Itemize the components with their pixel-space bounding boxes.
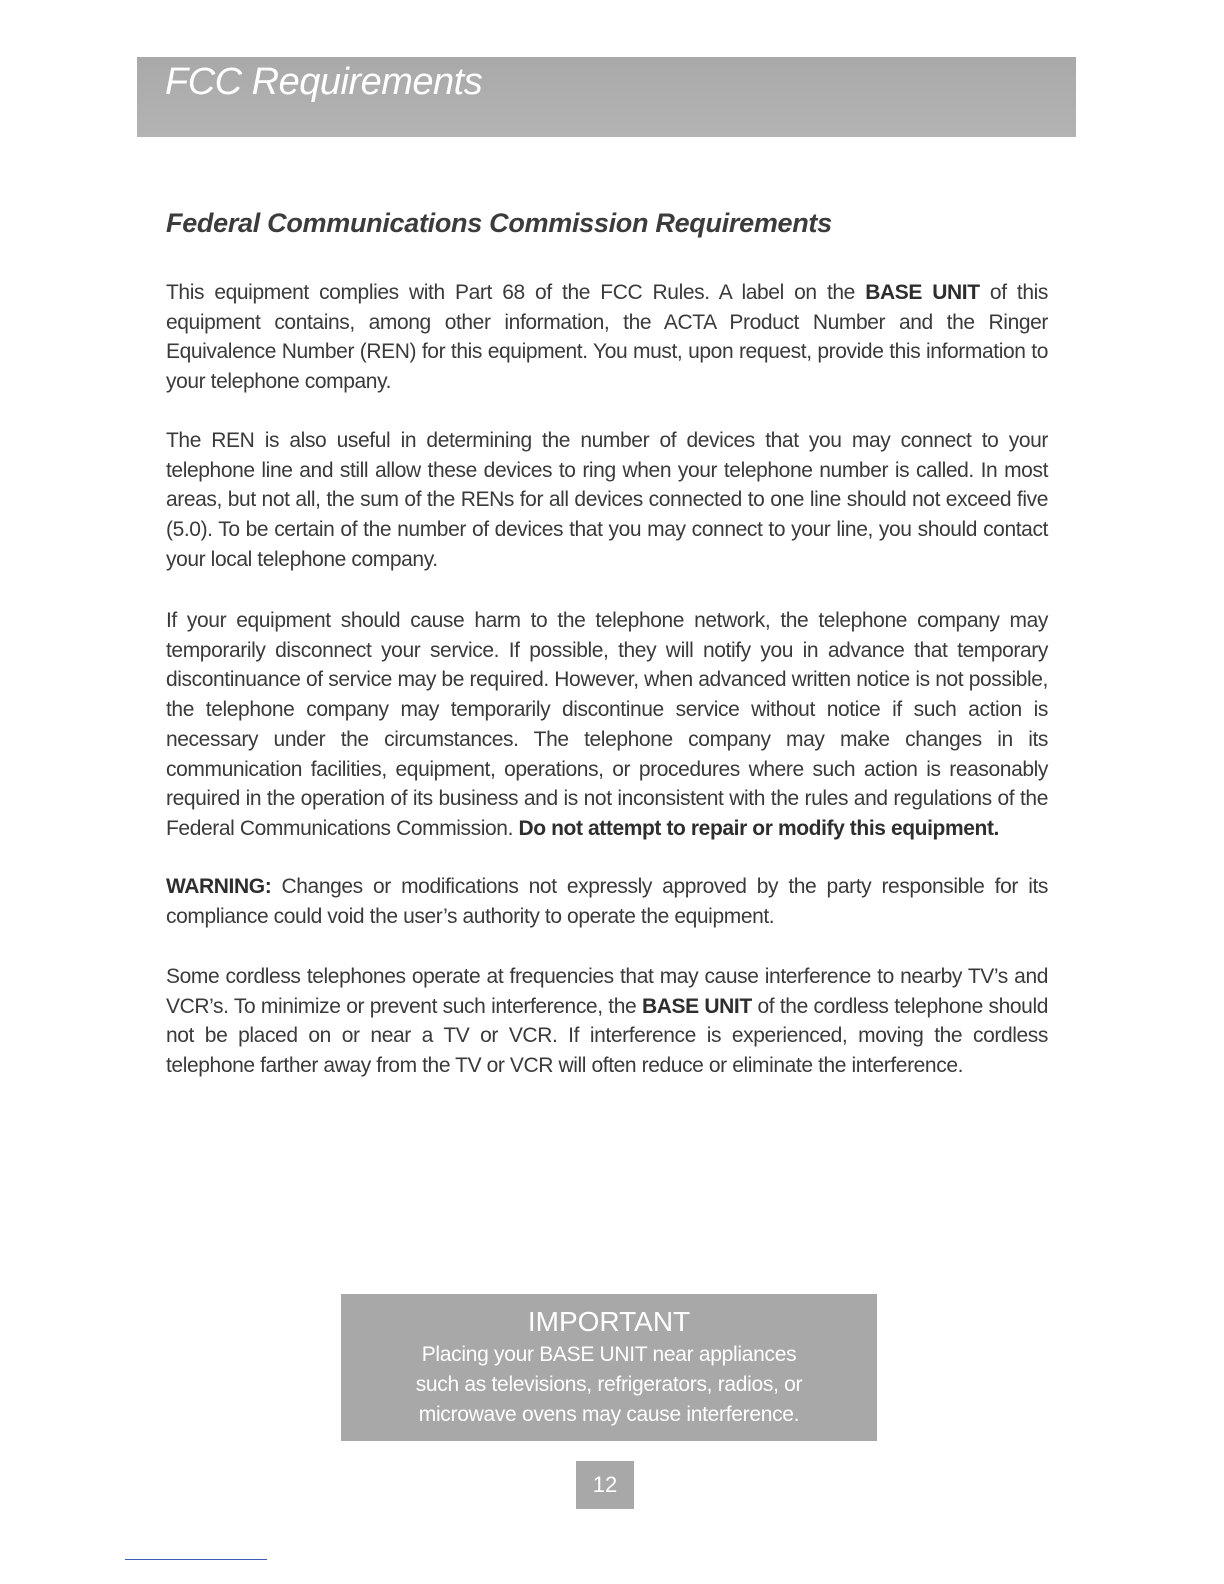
important-notice-box (341, 1294, 877, 1441)
p1-base-unit: BASE UNIT (865, 281, 980, 304)
p1-text-a: This equipment complies with Part 68 of the FCC Rules. A label on the (166, 281, 866, 304)
p2-text-a: The REN is also useful in determining the number of devices that you may connect to your telephone line and still allow these devices to ring when your telephone number is called. In most areas, but not all, the sum of the RENs for all devices connected to one line should not exceed five (5.0). To be certain of the number of devices that you may connect to your line, you should contact your local telephone company. (166, 429, 1048, 571)
p5-base-unit: BASE UNIT (641, 994, 752, 1018)
warning-label: WARNING: (166, 875, 272, 898)
section-heading: Federal Communications Commission Requirements (166, 208, 832, 238)
paragraph-network-harm (166, 606, 1048, 844)
important-title: IMPORTANT (527, 1306, 691, 1337)
paragraph-warning (166, 872, 1048, 931)
important-text: Placing your BASE UNIT near appliances such as televisions, refrigerators, radios, or microwave ovens may cause interference. (415, 1343, 803, 1426)
p1-text-c: of this equipment contains, among other information, the ACTA Product Number and the Ringer Equivalence Number (REN) for this equipment. You must, upon request, provide this information to your telephone company. (166, 281, 1048, 394)
paragraph-interference (166, 962, 1048, 1081)
p3-do-not-repair: Do not attempt to repair or modify this equipment. (518, 816, 999, 840)
page-title: FCC Requirements (165, 61, 483, 103)
paragraph-label-info (166, 278, 1048, 397)
paragraph-ren-info (166, 426, 1048, 575)
p5-text-c: of the cordless telephone should not be placed on or near a TV or VCR. If interference is experienced, moving the cordless telephone farther away from the TV or VCR will often reduce or eliminate the interference. (166, 994, 1048, 1078)
footer-divider (125, 1559, 267, 1560)
p4-text-a: Changes or modifications not expressly approved by the party responsible for its compliance could void the user’s authority to operate the equipment. (166, 875, 1048, 928)
p5-text-a: Some cordless telephones operate at frequencies that may cause interference to nearby TV’s and VCR’s. To minimize or prevent such interference, the (166, 965, 1048, 1018)
header-bar (137, 57, 1076, 137)
page-number: 12 (576, 1461, 634, 1509)
p3-text-a: If your equipment should cause harm to the telephone network, the telephone company may temporarily disconnect your service. If possible, they will notify you in advance that temporary discontinuance of service may be required. However, when advanced written notice is not possible, the telephone company may temporarily discontinue service without notice if such action is necessary under the circumstances. The telephone company may make changes in its communication facilities, equipment, operations, or procedures where such action is reasonably required in the operation of its business and is not inconsistent with the rules and regulations of the Federal Communications Commission. (166, 609, 1048, 840)
